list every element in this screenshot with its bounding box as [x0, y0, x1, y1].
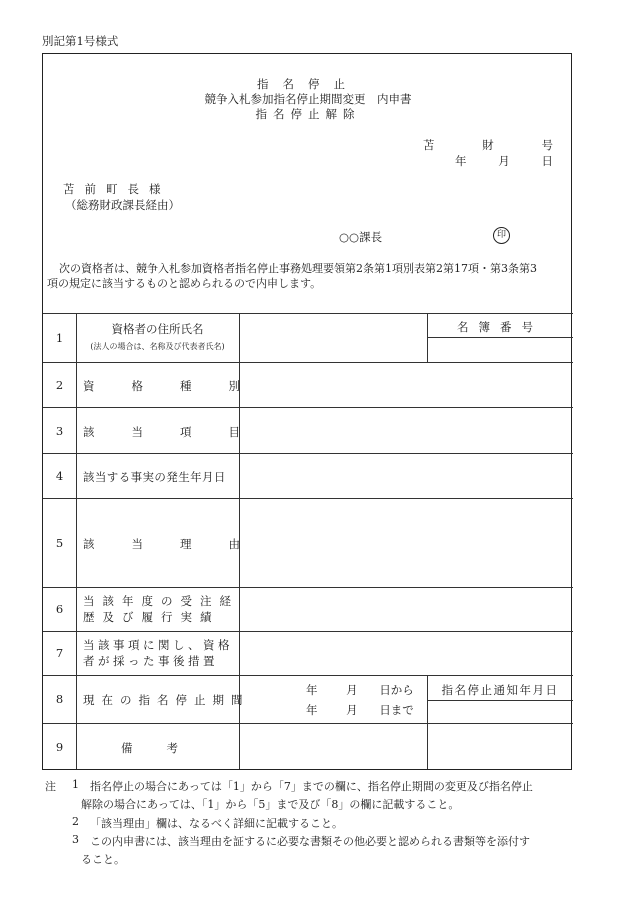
- note-3-number: 3: [72, 833, 79, 846]
- notice-date-label: 指名停止通知年月日: [441, 683, 559, 697]
- period-from-year: 年: [306, 683, 318, 697]
- row-8-number: 8: [55, 692, 64, 706]
- note-1-number: 1: [72, 778, 79, 791]
- row-1-number: 1: [55, 331, 64, 345]
- row-2-label: 資格種別: [83, 379, 277, 393]
- period-to: [306, 702, 414, 718]
- row-7-label-line1: 当該事項に関し、資格: [83, 638, 233, 652]
- doc-number-prefix: 苫: [423, 138, 435, 152]
- title-middle: 競争入札参加指名停止期間変更 内申書: [204, 92, 412, 106]
- title-bottom: 指名停止解除: [255, 107, 361, 121]
- row-2-number: 2: [55, 378, 64, 392]
- note-1-line2: 解除の場合にあっては、「1」から「5」まで及び「8」の欄に記載すること。: [81, 798, 460, 811]
- row-7-label-line2: 者が採った事後措置: [83, 654, 218, 668]
- doc-number-suffix: 号: [541, 138, 553, 152]
- note-2-line1: 「該当理由」欄は、なるべく詳細に記載すること。: [90, 817, 343, 830]
- period-to-month: 月: [346, 703, 358, 717]
- row-6-label-line2: 歴及び履行実績: [83, 610, 220, 624]
- row-5-number: 5: [55, 536, 64, 550]
- application-form: [42, 53, 572, 770]
- note-3-line1: この内申書には、該当理由を証するに必要な書類その他必要と認められる書類等を添付す: [90, 835, 530, 848]
- row-5-label: 該当理由: [83, 537, 277, 551]
- period-from: [306, 682, 414, 698]
- period-from-month: 月: [346, 683, 358, 697]
- row-9-label: 備考: [121, 741, 212, 755]
- date-day: 日: [541, 154, 553, 168]
- body-text-line1: 次の資格者は、競争入札参加資格者指名停止事務処理要領第2条第1項別表第2第17項・第3条第3: [59, 262, 537, 275]
- form-label: 別記第1号様式: [42, 34, 119, 48]
- row-4-label: 該当する事実の発生年月日: [83, 470, 226, 484]
- addressee-name: 苫前町長様: [63, 182, 171, 196]
- seal-icon: 印: [493, 227, 510, 244]
- row-6-label-line1: 当該年度の受注経: [83, 594, 239, 608]
- period-to-year: 年: [306, 703, 318, 717]
- period-to-tail: 日まで: [379, 703, 414, 717]
- row-6-number: 6: [55, 602, 64, 616]
- note-2-number: 2: [72, 815, 79, 828]
- registry-number-label: 名簿番号: [457, 320, 543, 334]
- date-year: 年: [455, 154, 467, 168]
- notes-prefix: 注: [45, 780, 56, 793]
- row-3-label: 該当項目: [83, 425, 277, 439]
- row-9-number: 9: [55, 740, 64, 754]
- date-month: 月: [498, 154, 510, 168]
- date-line: [455, 153, 553, 169]
- row-1-label: 資格者の住所氏名: [111, 322, 204, 336]
- title-top: 指名停止: [257, 77, 359, 91]
- addressee-via: （総務財政課長経由）: [65, 198, 180, 212]
- body-text-line2: 項の規定に該当するものと認められるので内申します。: [47, 277, 322, 290]
- period-from-tail: 日から: [379, 683, 414, 697]
- row-8-label: 現在の指名停止期間: [83, 693, 250, 707]
- sender-title: ○○課長: [339, 230, 383, 244]
- row-7-number: 7: [55, 646, 64, 660]
- row-1-sublabel: (法人の場合は、名称及び代表者氏名): [90, 342, 225, 351]
- doc-number-label: 財: [482, 138, 494, 152]
- row-4-number: 4: [55, 469, 64, 483]
- doc-number: [423, 137, 553, 153]
- note-1-line1: 指名停止の場合にあっては「1」から「7」までの欄に、指名停止期間の変更及び指名停止: [90, 780, 533, 793]
- note-3-line2: ること。: [81, 853, 125, 866]
- row-3-number: 3: [55, 424, 64, 438]
